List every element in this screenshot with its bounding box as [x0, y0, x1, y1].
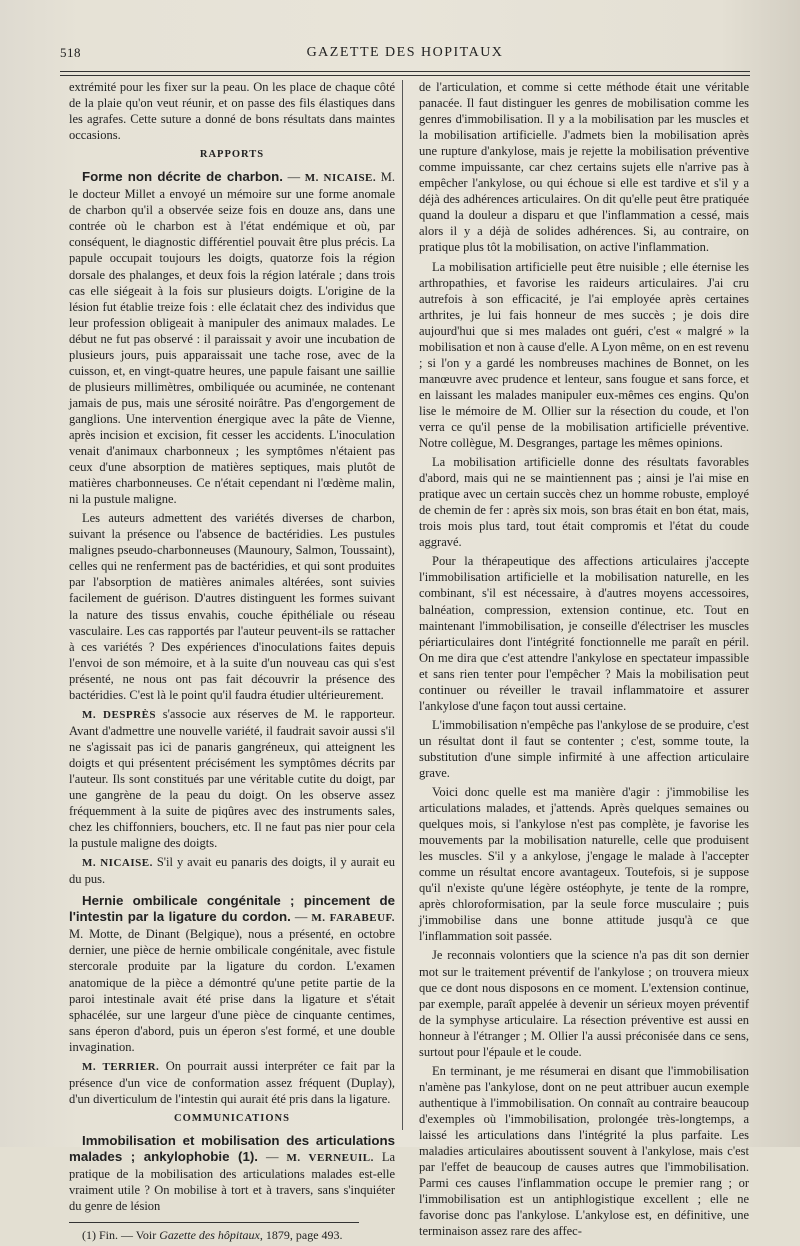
paragraph-charbon [69, 169, 395, 507]
paragraph: Pour la thérapeutique des affections articulaires j'accepte l'immobilisation artificielle et la mobilisation naturelle, en les combinant, s'il est nécessaire, à d'autres moyens accessoires, balnéation, compression, extension continue, etc. Tout en maintenant l'immobilisation, je conseille d'électriser les muscles périarticulaires dont l'intégrité fonctionnelle me paraît en péril. On me dira que c'est attendre l'ankylose en spectateur impassible et sans rien tenter pour l'empêcher ? Mais la mobilisation peut continuer ou réveiller le travail inflammatoire et assurer l'ankylose d'une façon tout aussi certaine. [419, 554, 749, 713]
paragraph: La mobilisation artificielle donne des résultats favorables d'abord, mais qui ne se maintiennent pas ; ainsi je l'ai mise en pratique avec un certain succès chez un homme robuste, employé de chemin de fer : après six mois, son bras était en bon état, mais, trois mois plus tard, tout était compromis et l'état du coude aggravé. [419, 455, 749, 550]
paragraph-terrier [69, 1058, 395, 1107]
speaker-name: M. NICAISE. [82, 857, 153, 870]
paragraph: Je reconnais volontiers que la science n'a pas dit son dernier mot sur le traitement préventif de l'ankylose ; on trouvera mieux que ce dont nous disposons en ce moment. L'extension continue, par exemple, paraît appelée à devenir un sérieux moyen préventif de la symphyse articulaire. La résection préventive est aussi en honneur à l'étranger ; M. Ollier l'a aussi préconisée dans ce sens, surtout pour l'épaule et le coude. [419, 948, 749, 1059]
speaker-name: M. TERRIER. [82, 1060, 160, 1073]
speaker-name: M. FARABEUF. [311, 912, 395, 925]
footnote-text: (1) Fin. — Voir [82, 1228, 160, 1243]
paragraph-body: s'associe aux réserves de M. le rapporteur. Avant d'admettre une nouvelle variété, il faudrait savoir aussi s'il ne s'agissait pas ici de panaris gangréneux, qui atteignent les doigts et qui présentent précisément les symptômes décrits par l'auteur. Ils sont constitués par une véritable cutite du doigt, par une gangrène de la peau du doigt. On les observe assez fréquemment à la suite de piqûres avec des instruments sales, chez les chiffonniers, bouchers, etc. Il ne faut pas nier pour cela la pustule maligne des doigts. [69, 706, 396, 851]
paragraph-nicaise-reply [69, 854, 395, 887]
dash: — [290, 910, 312, 925]
paragraph-body: S'il y avait eu panaris des doigts, il y aurait eu du pus. [69, 855, 395, 887]
header-rule-bottom [60, 75, 750, 76]
footnote-rule [69, 1222, 359, 1223]
footnote-text: , 1879, page 493. [259, 1228, 343, 1243]
right-column [419, 79, 749, 1242]
page-header [60, 45, 750, 67]
speaker-name: M. DESPRÈS [82, 708, 157, 721]
footnote [69, 1227, 395, 1243]
dash: — [282, 170, 305, 185]
paragraph-verneuil [69, 1133, 395, 1214]
paragraph-body: La pratique de la mobilisation des articulations malades est-elle vraiment utile ? On mobilise à tort et à travers, sans s'inquiéter du genre de lésion [69, 1150, 395, 1214]
speaker-name: M. NICAISE. [304, 172, 377, 185]
paragraph-body: M. Motte, de Dinant (Belgique), nous a présenté, en octobre dernier, une pièce de hernie ombilicale congénitale, avec fistule stercorale produite par la ligature du cordon. L'examen anatomique de la pièce a démontré qu'une petite partie de la paroi intestinale avait été prise dans la ligature et s'était sphacélée, sur une largeur d'une pièce de cinquante centimes, sans éperon d'abord, puis un éperon s'est formé, et une double invagination. [69, 927, 395, 1054]
paragraph: En terminant, je me résumerai en disant que l'immobilisation n'amène pas l'ankylose, dont on ne peut attribuer aucun exemple authentique à l'immobilisation. On connaît au contraire beaucoup d'exemples où l'immobilisation, prolongée très-longtemps, a laissé les articulations dans l'intégrité la plus parfaite. Les maladies articulaires aboutissent souvent à l'ankylose, mais c'est par l'effet de beaucoup de causes autres que l'immobilisation. Parmi ces causes l'inflammation occupe le premier rang ; or l'immobilisation est un antiphlogistique excellent ; elle ne favorise donc pas l'ankylose. L'ankylose est, en définitive, une terminaison assez rare des affec- [419, 1063, 749, 1239]
paragraph-body: On pourrait aussi interpréter ce fait par la présence d'un vice de conformation assez fréquent (Duplay), d'un diverticulum de l'intestin qui aurait été pris dans la ligature. [69, 1058, 395, 1106]
speaker-name: M. VERNEUIL. [286, 1152, 374, 1164]
paragraph: Voici donc quelle est ma manière d'agir : j'immobilise les articulations malades, et j'attends. Après quelques semaines ou quelques mois, si l'ankylose n'est pas complète, je favorise les mouvements par la mobilisation naturelle, celle que produisent les muscles. S'il y a ankylose, j'engage le malade à l'accepter comme un résultat encore avantageux. Toutefois, si je suppose qu'il n'existe qu'une légère ostéophyte, je tente de la rompre, après chloroformisation, par la seule force musculaire ; puis j'immobilise dans une bonne attitude jusqu'à ce que l'inflammation soit passée. [419, 785, 749, 944]
paragraph-body: M. le docteur Millet a envoyé un mémoire sur une forme anomale de charbon qu'il a observée seize fois en douze ans, dans une contrée où le charbon est à l'état endémique et où, par conséquent, le diagnostic différentiel pouvait être plus précis. La papule occupait toujours les doigts, quatorze fois la région dorsale des phalanges, et deux fois la région latérale ; dans trois cas elle siégeait à la fois sur plusieurs doigts. L'origine de la lésion fut établie treize fois : elle éclatait chez des individus que leur profession obligeait à manipuler des animaux malades. Le début ne fut pas observé : il paraissait y avoir une incubation de plusieurs jours, puis apparaissait une tache rose, avec de la cuisson, et, en vingt-quatre heures, une papule faisant une saillie de plusieurs millimètres, ombiliquée ou acuminée, ne contenant jamais de pus, mais une sérosité noirâtre. Pas d'engorgement de ganglions. Une intervention énergique avec la pâte de Vienne, après incision et excision, fit cesser les accidents. L'inoculation venait d'animaux charbonneux ; les symptômes n'étaient pas ceux d'une absorption de matières septiques, mais plutôt de matières charbonneuses. Ce n'était cependant ni l'œdème malin, ni la pustule maligne. [69, 170, 395, 507]
entry-title: Forme non décrite de charbon. [82, 169, 283, 185]
entry-title: Hernie ombilicale congénitale ; pincement de l'intestin par la ligature du cordon. [69, 893, 395, 925]
section-heading-communications: COMMUNICATIONS [174, 1112, 290, 1124]
paragraph: de l'articulation, et comme si cette méthode était une véritable panacée. Il faut distinguer les genres de mobilisation comme les genres d'immobilisation. Il y a la mobilisation par les muscles et la mobilisation artificielle. J'admets bien la mobilisation après une rupture d'ankylose, mais je rejette la mobilisation préventive comme impuissante, car chez certains sujets elle n'arrive pas à empêcher l'ankylose, ou qui échoue si elle est tardive et s'il y a déjà des adhérences articulaires. On dit qu'elle peut être pratiquée quand la douleur a disparu et que l'inflammation a cessé, mais alors il y a déjà de solides adhérences. Si, au contraire, on pratique plus tôt la mobilisation, on active l'inflammation. [419, 80, 749, 255]
paragraph-despres [69, 706, 395, 851]
paragraph: L'immobilisation n'empêche pas l'ankylose de se produire, c'est un résultat dont il faut se contenter ; c'est, somme toute, la substitution d'une simple infirmité à une affection articulaire grave. [419, 717, 749, 780]
paragraph: La mobilisation artificielle peut être nuisible ; elle éternise les arthropathies, et favorise les raideurs articulaires. J'ai cru autrefois à son efficacité, je l'ai employée après certaines arthrites, je lui fais honneur de mes succès ; je dois dire aujourd'hui que si mes malades ont guéri, c'est « malgré » la mobilisation et non à cause d'elle. A Lyon même, on en est revenu ; si l'on y a gardé les nombreuses machines de Bonnet, on les manœuvre avec prudence et lenteur, sans fougue et sans force, et en laissant les malades manipuler eux-mêmes ces engins. Qu'on lise le mémoire de M. Ollier sur la résection du coude, et l'on verra ce qu'il pense de la mobilisation artificielle préventive. Notre collègue, M. Desgranges, partage les mêmes opinions. [419, 259, 749, 451]
footnote-journal: Gazette des hôpitaux [159, 1228, 260, 1243]
running-title: GAZETTE DES HOPITAUX [306, 45, 504, 60]
paragraph: Les auteurs admettent des variétés diverses de charbon, suivant la présence ou l'absence de bactéridies. Les pustules malignes pseudo-charbonneuses (Maunoury, Salmon, Toussaint), celles qui ne renferment pas de bactéridies, et qui sont produites par l'absorption de matières animales altérées, sont suivies facilement de guérison. D'autres distinguent les formes suivant la nature des tissus envahis, couche épithéliale ou réseau vasculaire. Les cas rapportés par l'auteur peuvent-ils se rattacher à ces variétés ? Des expériences d'inoculations faites depuis l'envoi de son mémoire, et à la suite d'un nouveau cas qui s'est présenté, ne nous ont pas fait découvrir la présence des bactéridies. C'est là le point qu'il faudra étudier ultérieurement. [69, 511, 395, 702]
page-number: 518 [60, 45, 81, 60]
entry-title: Immobilisation et mobilisation des articulations malades ; ankylophobie (1). [69, 1132, 395, 1164]
paragraph: extrémité pour les fixer sur la peau. On les place de chaque côté de la plaie qu'on veut réunir, et on passe des fils élastiques dans les agrafes. Cette suture a donné de bons résultats dans maintes occasions. [69, 80, 395, 143]
paragraph-hernie [69, 893, 395, 1054]
section-heading-rapports: RAPPORTS [199, 149, 265, 161]
header-rule-top [60, 71, 750, 72]
dash: — [257, 1150, 287, 1164]
column-divider [402, 80, 403, 1130]
left-column [69, 79, 395, 1246]
